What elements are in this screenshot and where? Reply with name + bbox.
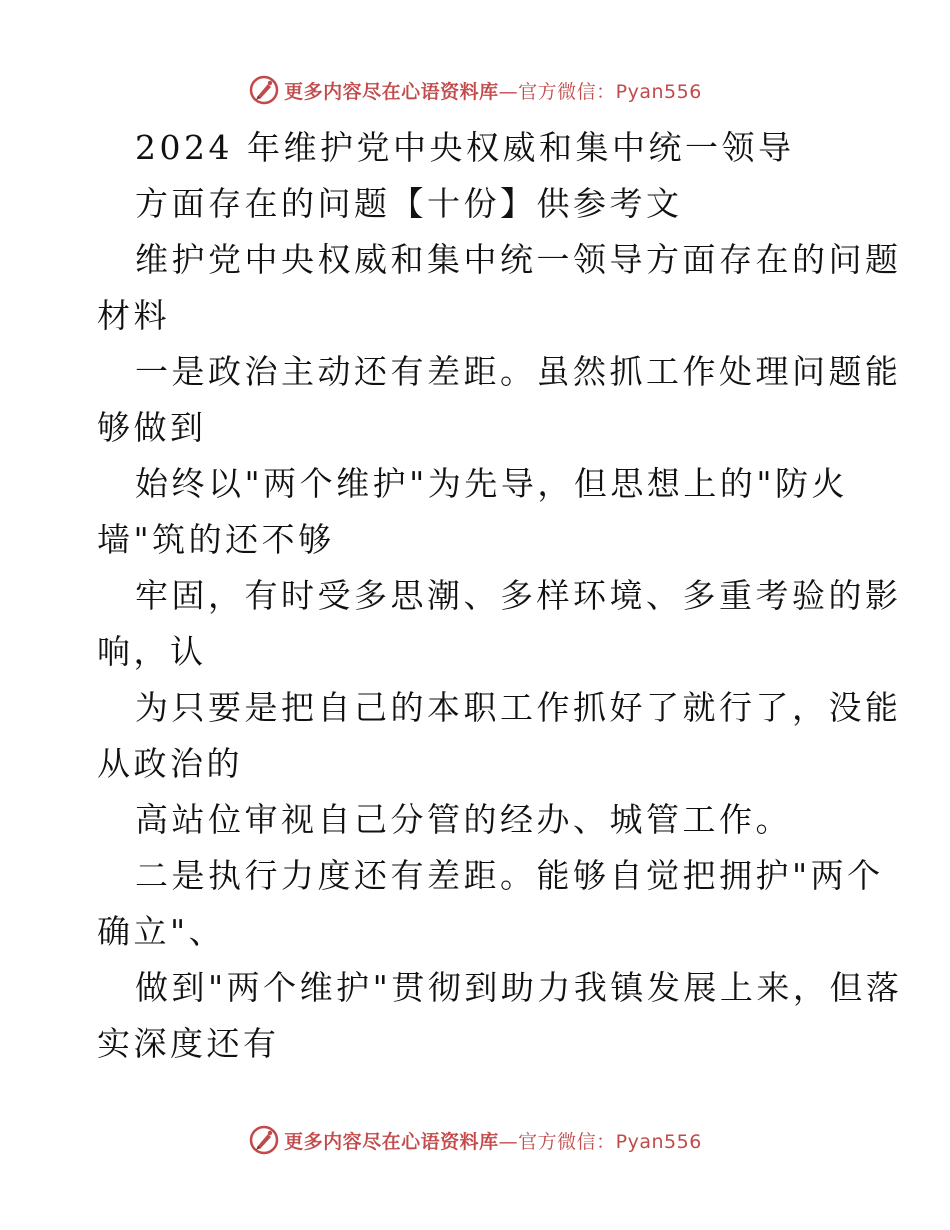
- footer-banner: [0, 1120, 950, 1160]
- body-line: 响，认: [97, 632, 207, 671]
- body-line: 做到"两个维护"贯彻到助力我镇发展上来，但落: [135, 968, 903, 1007]
- footer-site-name: 更多内容尽在心语资料库: [284, 1130, 499, 1153]
- body-line: 维护党中央权威和集中统一领导方面存在的问题: [135, 240, 902, 279]
- body-line: 一是政治主动还有差距。虽然抓工作处理问题能: [135, 352, 902, 391]
- body-line: 牢固，有时受多思潮、多样环境、多重考验的影: [135, 576, 902, 615]
- header-site-name: 更多内容尽在心语资料库: [284, 80, 499, 103]
- body-line: 从政治的: [97, 744, 243, 783]
- body-line: 实深度还有: [97, 1024, 280, 1063]
- body-line: 够做到: [97, 408, 207, 447]
- document-title-line-2: 方面存在的问题【十份】供参考文: [135, 184, 683, 223]
- body-line: 为只要是把自己的本职工作抓好了就行了，没能: [135, 688, 902, 727]
- document-title-line-1: 2024 年维护党中央权威和集中统一领导: [135, 128, 795, 167]
- body-line: 始终以"两个维护"为先导，但思想上的"防火: [135, 464, 849, 503]
- body-line: 墙"筑的还不够: [97, 520, 335, 559]
- pen-logo-icon: [248, 74, 280, 106]
- body-line: 确立"、: [97, 912, 226, 951]
- pen-logo-icon: [248, 1124, 280, 1156]
- body-line: 高站位审视自己分管的经办、城管工作。: [135, 800, 792, 839]
- header-banner: [0, 70, 950, 110]
- document-body: [97, 120, 903, 1072]
- body-line: 二是执行力度还有差距。能够自觉把拥护"两个: [135, 856, 884, 895]
- footer-contact: —官方微信：Pyan556: [498, 1130, 702, 1153]
- body-line: 材料: [97, 296, 170, 335]
- header-contact: —官方微信：Pyan556: [498, 80, 702, 103]
